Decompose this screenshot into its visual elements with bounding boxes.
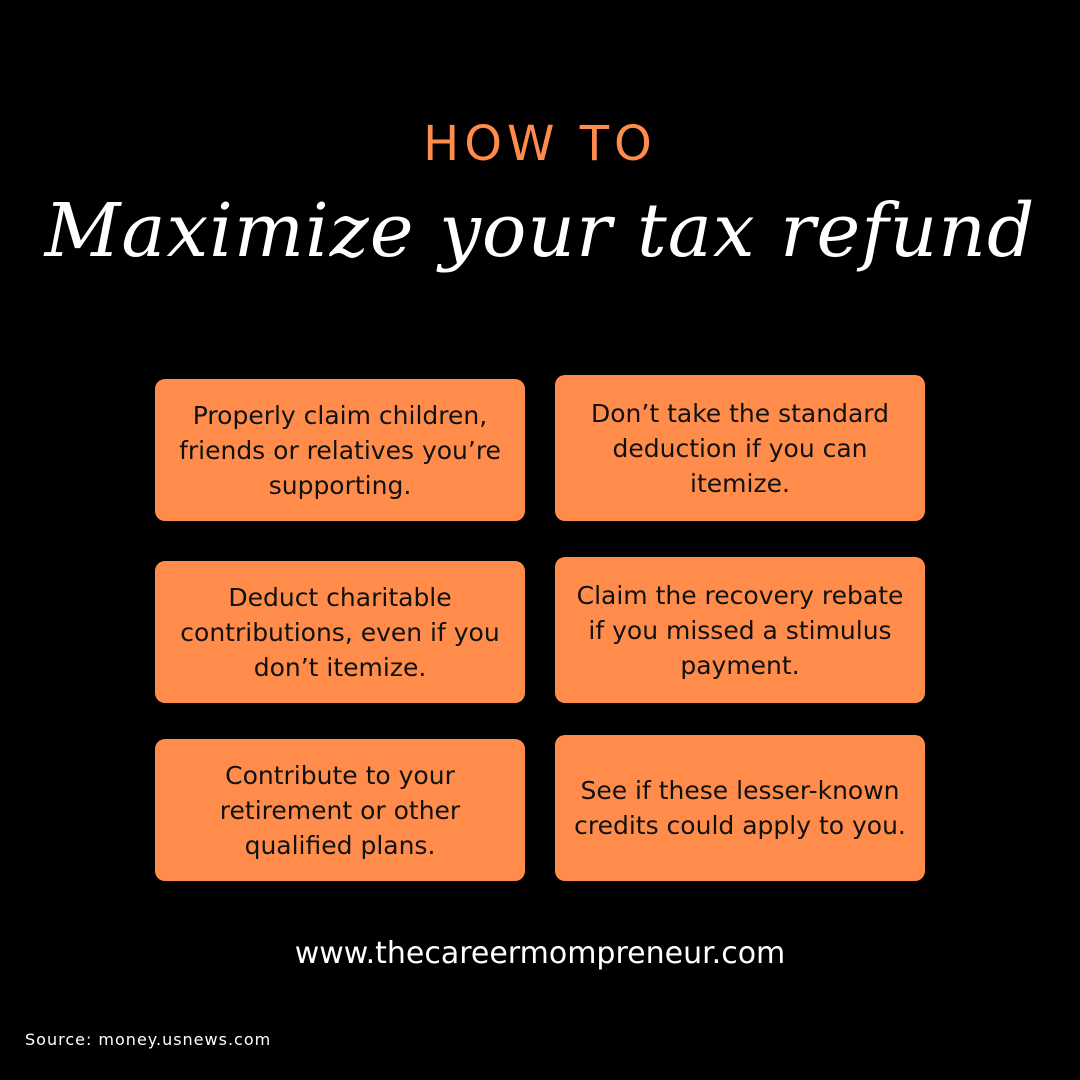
script-title: Maximize your tax refund [44, 188, 1036, 274]
tip-text: Don’t take the standard deduction if you can itemize. [591, 398, 889, 498]
tip-card-recovery-rebate [555, 557, 925, 703]
kicker-heading: HOW TO [423, 116, 657, 172]
source-credit: Source: money.usnews.com [25, 1030, 272, 1049]
tip-card-claim-dependents [155, 379, 525, 521]
tip-card-retirement [155, 739, 525, 881]
tip-card-lesser-known-credits [555, 735, 925, 881]
tip-text: Claim the recovery rebate if you missed a stimulus payment. [576, 580, 904, 680]
tip-text: Contribute to your retirement or other qualified plans. [219, 760, 461, 860]
website-url: www.thecareermompreneur.com [294, 936, 786, 971]
tip-text: Deduct charitable contributions, even if you don’t itemize. [180, 582, 500, 682]
tip-card-itemize [555, 375, 925, 521]
tip-card-charitable [155, 561, 525, 703]
tip-text: See if these lesser-known credits could apply to you. [574, 776, 906, 840]
tip-text: Properly claim children, friends or relatives you’re supporting. [179, 400, 501, 500]
